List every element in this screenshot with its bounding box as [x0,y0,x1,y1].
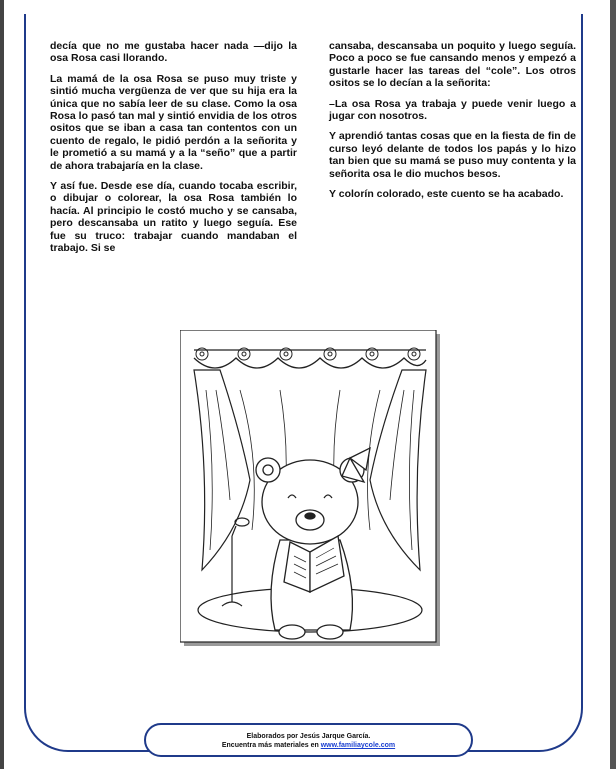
right-edge-bar [610,0,616,769]
story-paragraph: decía que no me gustaba hacer nada —dijo la osa Rosa casi llorando. [50,40,297,65]
footer-website-link[interactable]: www.familiaycole.com [320,742,396,749]
story-paragraph: Y colorín colorado, este cuento se ha acabado. [329,188,564,201]
story-paragraph: Y aprendió tantas cosas que en la fiesta de fin de curso leyó delante de todos los papás y lo hizo tan bien que su mamá se puso muy contenta y la señorita osa le dio muchos besos. [329,130,576,180]
story-paragraph: –La osa Rosa ya trabaja y puede venir luego a jugar con nosotros. [329,97,576,123]
story-paragraph: cansaba, descansaba un poquito y luego seguía. Poco a poco se fue cansando menos y empezó a gustarle hacer las tareas del “cole”. Los otros ositos se lo decían a la señorita: [329,40,576,90]
footer-author: Elaborados por Jesús Jarque García. [246,733,371,740]
story-paragraph: Y así fue. Desde ese día, cuando tocaba escribir, o dibujar o colorear, la osa Rosa también lo hacía. Al principio le costó mucho y se cansaba, pero descansaba un ratito y luego seguía. Ese fue su truco: trabajar cuando mandaban el trabajo. Si se [50,180,297,255]
story-column-left [50,40,297,263]
story-column-right [329,40,576,208]
bear-reading-on-stage-illustration [180,330,442,648]
story-paragraph: La mamá de la osa Rosa se puso muy triste y sintió mucha vergüenza de ver que su hija era la única que no sabía leer de su clase. Como la osa Rosa lo pasó tan mal y sintió envidia de los otros ositos que se iban a casa tan contentos con un cuento de regalo, le pidió perdón a la señorita y le prometió a su mamá y a la “seño” que a partir de ahora trabajaría en la clase. [50,72,297,172]
footer-credit [144,723,473,757]
footer-materials-line [146,741,471,750]
footer-materials-text: Encuentra más materiales en [221,742,321,749]
left-edge-bar [0,0,4,769]
